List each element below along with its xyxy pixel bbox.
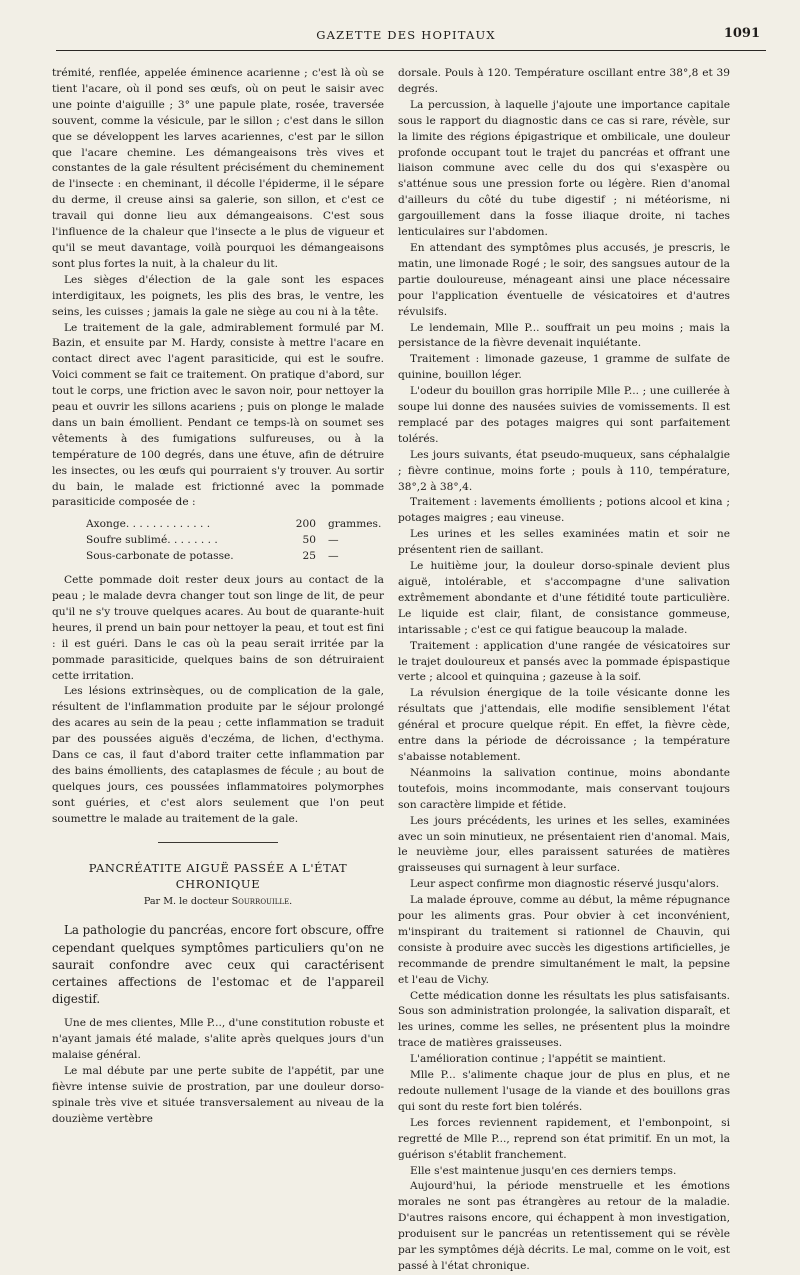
formula-row — [86, 533, 384, 549]
paragraph: Le traitement de la gale, admirablement formulé par M. Bazin, et ensuite par M. Hardy, consiste à mettre l'acare en contact direct avec l'agent parasiticide, qui est le soufre. Voici comment se fait ce traitement. On pratique d'abord, sur tout le corps, une friction avec le savon noir, pour nettoyer la peau et ouvrir les sillons acariens ; puis on plonge le malade dans un bain émollient. Pendant ce temps-là on soumet ses vêtements à des fumigations sulfureuses, ou à la température de 100 degrés, dans une étuve, afin de détruire les insectes, ou les œufs qui pourraient s'y trouver. Au sortir du bain, le malade est frictionné avec la pommade parasiticide composée de : — [52, 321, 384, 509]
formula-table — [86, 517, 384, 565]
right-column — [398, 66, 730, 1275]
paragraph: Les urines et les selles examinées matin et soir ne présentent rien de saillant. — [398, 528, 730, 557]
formula-row — [86, 549, 384, 565]
running-title: GAZETTE DES HOPITAUX — [316, 28, 496, 42]
left-column — [52, 66, 384, 1128]
formula-quantity: 50 — [302, 534, 316, 547]
page-header — [56, 24, 760, 50]
header-rule — [56, 50, 766, 51]
section-title: PANCRÉATITE AIGUË PASSÉE A L'ÉTAT CHRONIQUE — [88, 860, 348, 891]
byline-prefix: Par M. le docteur — [143, 896, 229, 908]
formula-ingredient: Sous-carbonate de potasse. — [86, 550, 234, 563]
paragraph: Les forces reviennent rapidement, et l'embonpoint, si regretté de Mlle P..., reprend son état primitif. En un mot, la guérison s'établit franchement. — [398, 1116, 730, 1161]
paragraph: Cette médication donne les résultats les plus satisfaisants. Sous son administration prolongée, la salivation disparaît, et les urines, comme les selles, ne présentent plus la moindre trace de matières graisseuses. — [398, 989, 730, 1050]
paragraph: Le mal débute par une perte subite de l'appétit, par une fièvre intense suivie de prostration, par une douleur dorso-spinale très vive et située transversalement au niveau de la douzième vertèbre — [52, 1065, 384, 1125]
formula-ingredient: Soufre sublimé. . . . . . . . — [86, 534, 218, 547]
formula-unit: — — [328, 550, 339, 563]
article-intro — [52, 922, 384, 1008]
paragraph: trémité, renflée, appelée éminence acarienne ; c'est là où se tient l'acare, où il pond ses œufs, où on peut le saisir avec une pointe d'aiguille ; 3° une papule plate, rosée, traversée souvent, comme la vésicule, par le sillon ; c'est dans le sillon que se développent les larves acariennes, c'est par le sillon que l'acare chemine. Les démangeaisons très vives et constantes de la gale résultent précisément du cheminement de l'insecte : en cheminant, il décolle l'épiderme, il le sépare du derme, il creuse ainsi sa galerie, son sillon, et c'est ce travail qui donne lieu aux démangeaisons. C'est sous l'influence de la chaleur que l'insecte a le plus de vigueur et qu'il se meut davantage, voilà pourquoi les démangeaisons sont plus fortes la nuit, à la chaleur du lit. — [52, 67, 384, 270]
paragraph: Le huitième jour, la douleur dorso-spinale devient plus aiguë, intolérable, et s'accompagne d'une salivation extrêmement abondante et d'une fétidité toute particulière. Le liquide est clair, filant, de consistance gommeuse, intarissable ; c'est ce qui fatigue beaucoup la malade. — [398, 560, 730, 636]
paragraph: Le lendemain, Mlle P... souffrait un peu moins ; mais la persistance de la fièvre devenait inquiétante. — [398, 321, 730, 350]
paragraph: Néanmoins la salivation continue, moins abondante toutefois, moins incommodante, mais conservant toujours son caractère limpide et fétide. — [398, 766, 730, 811]
formula-quantity: 200 — [295, 518, 316, 531]
formula-unit: — — [328, 534, 339, 547]
formula-ingredient: Axonge. . . . . . . . . . . . . — [86, 518, 211, 531]
paragraph: Aujourd'hui, la période menstruelle et les émotions morales ne sont pas étrangères au retour de la maladie. D'autres raisons encore, qui échappent à mon investigation, produisent sur le pancréas un retentissement qui se révèle par les symptômes déjà décrits. Le mal, comme on le voit, est passé à l'état chronique. — [398, 1180, 730, 1272]
page-number: 1091 — [723, 26, 760, 41]
paragraph: Elle s'est maintenue jusqu'en ces derniers temps. — [410, 1164, 677, 1177]
paragraph: Cette pommade doit rester deux jours au contact de la peau ; le malade devra changer tout son linge de lit, de peur qu'il ne s'y trouve quelques acares. Au bout de quarante-huit heures, il prend un bain pour nettoyer la peau, et tout est fini : il est guéri. Dans le cas où la peau serait irritée par la pommade parasiticide, quelques bains de son détruiraient cette irritation. — [52, 574, 384, 682]
paragraph: En attendant des symptômes plus accusés, je prescris, le matin, une limonade Rogé ; le soir, des sangsues autour de la partie douloureuse, ménageant ainsi une place nécessaire pour l'application éventuelle de vésicatoires et d'autres révulsifs. — [398, 241, 730, 318]
paragraph: La malade éprouve, comme au début, la même répugnance pour les aliments gras. Pour obvier à cet inconvénient, m'inspirant du traitement si rationnel de Chauvin, qui consiste à produire avec succès les digestions artificielles, je recommande de prendre simultanément le malt, la pepsine et l'eau de Vichy. — [398, 894, 730, 986]
paragraph: dorsale. Pouls à 120. Température oscillant entre 38°,8 et 39 degrés. — [398, 67, 730, 95]
paragraph: Une de mes clientes, Mlle P..., d'une constitution robuste et n'ayant jamais été malade, s'alite après quelques jours d'un malaise général. — [52, 1017, 384, 1062]
paragraph: Mlle P... s'alimente chaque jour de plus en plus, et ne redoute nullement l'usage de la viande et des bouillons gras qui sont du reste fort bien tolérés. — [398, 1069, 730, 1113]
paragraph: Les jours précédents, les urines et les selles, examinées avec un soin minutieux, ne présentaient rien d'anomal. Mais, le neuvième jour, elles paraissent saturées de matières graisseuses qui surnagent à leur surface. — [398, 814, 730, 875]
intro-paragraph: La pathologie du pancréas, encore fort obscure, offre cependant quelques symptômes particuliers qu'on ne saurait confondre avec ceux qui caractérisent certaines affections de l'estomac et de l'appareil digestif. — [52, 923, 384, 1007]
section-separator — [158, 842, 278, 843]
paragraph: Les sièges d'élection de la gale sont les espaces interdigitaux, les poignets, les plis des bras, le ventre, les seins, les cuisses ; jamais la gale ne siège au cou ni à la tête. — [52, 273, 384, 318]
paragraph: L'amélioration continue ; l'appétit se maintient. — [410, 1053, 667, 1066]
formula-unit: grammes. — [328, 518, 382, 531]
paragraph: Les jours suivants, état pseudo-muqueux, sans céphalalgie ; fièvre continue, moins forte ; pouls à 110, température, 38°,2 à 38°,4. — [398, 448, 730, 493]
paragraph: L'odeur du bouillon gras horripile Mlle P... ; une cuillerée à soupe lui donne des nausées suivies de vomissements. Il est remplacé par des potages maigres qui sont parfaitement tolérés. — [398, 385, 730, 445]
paragraph: Traitement : application d'une rangée de vésicatoires sur le trajet douloureux et pansés avec la pommade épispastique verte ; alcool et quinquina ; gazeuse à la soif. — [398, 639, 730, 684]
byline-author: Sourrouille. — [231, 896, 293, 908]
paragraph: Traitement : limonade gazeuse, 1 gramme de sulfate de quinine, bouillon léger. — [398, 353, 730, 382]
paragraph: Leur aspect confirme mon diagnostic réservé jusqu'alors. — [410, 878, 720, 891]
paragraph: Les lésions extrinsèques, ou de complication de la gale, résultent de l'inflammation produite par le séjour prolongé des acares au sein de la peau ; cette inflammation se traduit par des poussées aiguës d'eczéma, de lichen, d'ecthyma. Dans ce cas, il faut d'abord traiter cette inflammation par des bains émollients, des cataplasmes de fécule ; au bout de quelques jours, ces poussées inflammatoires polymorphes sont guéries, et c'est alors seulement que l'on peut soumettre le malade au traitement de la gale. — [52, 685, 384, 825]
byline — [52, 894, 384, 910]
paragraph: La révulsion énergique de la toile vésicante donne les résultats que j'attendais, elle modifie sensiblement l'état général et procure quelque répit. En effet, la fièvre cède, entre dans la période de décroissance ; la température s'abaisse notablement. — [398, 687, 730, 763]
formula-row — [86, 517, 384, 533]
paragraph: Traitement : lavements émollients ; potions alcool et kina ; potages maigres ; eau vineuse. — [398, 496, 730, 525]
formula-quantity: 25 — [302, 550, 316, 563]
paragraph: La percussion, à laquelle j'ajoute une importance capitale sous le rapport du diagnostic dans ce cas si rare, révèle, sur la limite des régions épigastrique et ombilicale, une douleur profonde occupant tout le trajet du pancréas et offrant une liaison commune avec celle du dos qui s'exaspère ou s'atténue sous une pression forte ou légère. Rien d'anomal d'ailleurs du côté du tube digestif ; ni météorisme, ni gargouillement dans la fosse iliaque droite, ni taches lenticulaires sur l'abdomen. — [398, 98, 730, 239]
